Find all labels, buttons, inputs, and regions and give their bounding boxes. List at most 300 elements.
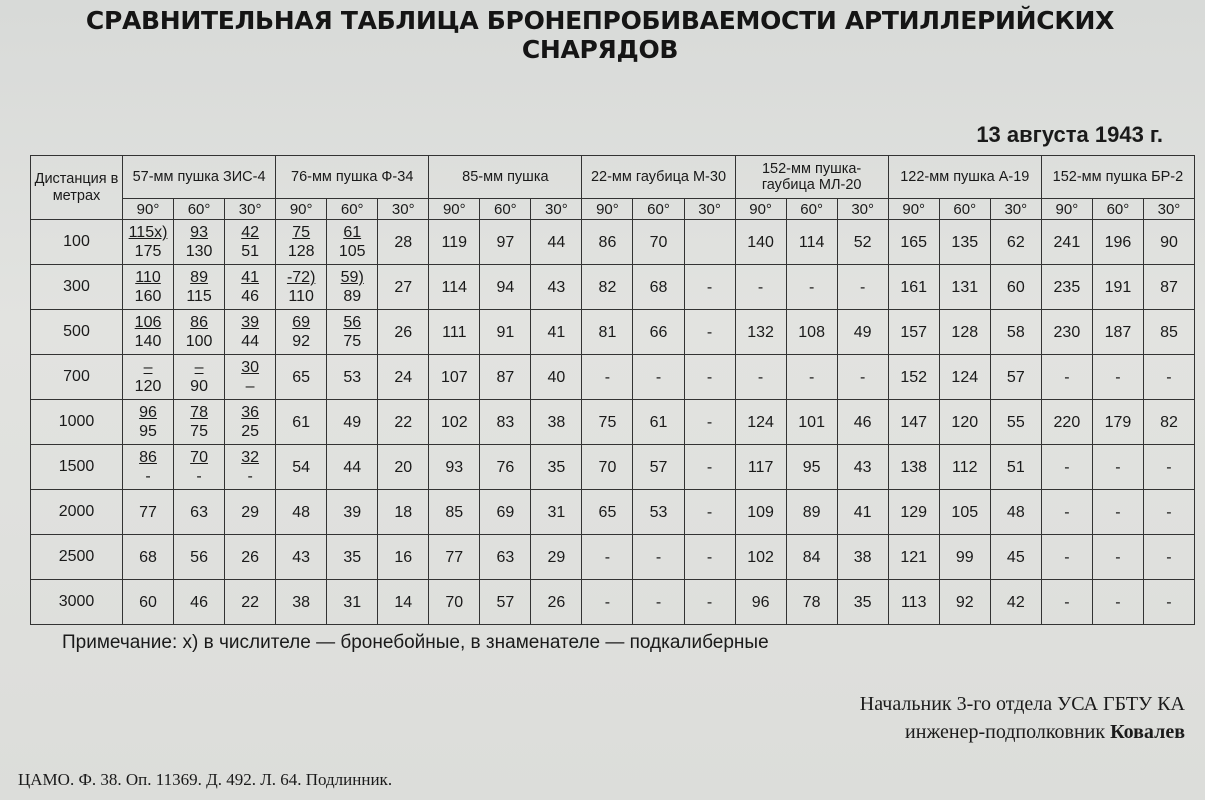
value-cell bbox=[327, 355, 378, 400]
cell-value: - bbox=[808, 368, 815, 386]
value-cell bbox=[582, 355, 633, 400]
value-cell bbox=[990, 265, 1041, 310]
value-cell bbox=[531, 490, 582, 535]
value-cell bbox=[378, 535, 429, 580]
value-cell bbox=[786, 490, 837, 535]
value-cell bbox=[837, 580, 888, 625]
cell-value: 241 bbox=[1053, 233, 1081, 251]
numerator-value: 78 bbox=[190, 404, 208, 421]
cell-value: 128 bbox=[951, 323, 979, 341]
value-cell bbox=[837, 445, 888, 490]
gun-header: 122-мм пушка А-19 bbox=[888, 156, 1041, 199]
value-cell bbox=[684, 490, 735, 535]
value-cell bbox=[888, 445, 939, 490]
angle-header: 30° bbox=[225, 199, 276, 220]
cell-value: 49 bbox=[853, 323, 872, 341]
cell-value: 165 bbox=[900, 233, 928, 251]
cell-value: 46 bbox=[853, 413, 872, 431]
cell-value: 119 bbox=[441, 233, 468, 251]
numerator-value: 106 bbox=[134, 314, 162, 331]
numerator-value: 110 bbox=[135, 269, 161, 286]
cell-value: - bbox=[1064, 368, 1070, 386]
cell-value: 235 bbox=[1053, 278, 1081, 296]
cell-value: 85 bbox=[445, 503, 464, 521]
cell-value: 82 bbox=[598, 278, 617, 296]
cell-value: - bbox=[706, 278, 713, 296]
cell-value: 31 bbox=[343, 593, 362, 611]
cell-value: - bbox=[706, 593, 713, 611]
value-cell bbox=[684, 400, 735, 445]
value-cell bbox=[684, 535, 735, 580]
value-cell bbox=[990, 220, 1041, 265]
cell-value: 152 bbox=[900, 368, 928, 386]
angle-header: 30° bbox=[531, 199, 582, 220]
value-cell bbox=[990, 535, 1041, 580]
cell-value: 68 bbox=[649, 278, 668, 296]
table-row bbox=[31, 400, 1195, 445]
cell-value: 45 bbox=[1006, 548, 1025, 566]
angle-header: 90° bbox=[888, 199, 939, 220]
value-cell bbox=[327, 490, 378, 535]
cell-value: - bbox=[1166, 368, 1172, 386]
value-cell bbox=[225, 535, 276, 580]
angle-header: 90° bbox=[123, 199, 174, 220]
cell-value: - bbox=[757, 278, 764, 296]
value-cell bbox=[531, 535, 582, 580]
value-cell bbox=[837, 220, 888, 265]
value-cell bbox=[939, 355, 990, 400]
value-cell bbox=[531, 265, 582, 310]
cell-value: 48 bbox=[292, 503, 311, 521]
distance-cell: 1000 bbox=[31, 400, 123, 445]
angle-header: 90° bbox=[582, 199, 633, 220]
cell-value: - bbox=[706, 413, 713, 431]
value-cell bbox=[123, 265, 174, 310]
denominator-value: 90 bbox=[190, 378, 208, 395]
value-cell bbox=[429, 535, 480, 580]
cell-value: 84 bbox=[802, 548, 821, 566]
numerator-value: 32 bbox=[241, 449, 260, 466]
value-cell bbox=[786, 355, 837, 400]
value-cell bbox=[327, 265, 378, 310]
value-cell bbox=[735, 535, 786, 580]
table-row bbox=[31, 355, 1195, 400]
value-cell bbox=[582, 580, 633, 625]
value-cell bbox=[276, 445, 327, 490]
value-cell bbox=[531, 580, 582, 625]
value-cell bbox=[735, 265, 786, 310]
value-cell bbox=[123, 445, 174, 490]
denominator-value: 140 bbox=[134, 333, 162, 350]
value-cell bbox=[888, 310, 939, 355]
value-cell bbox=[633, 265, 684, 310]
distance-header: Дистанция в метрах bbox=[31, 156, 123, 220]
cell-value: 78 bbox=[802, 593, 821, 611]
denominator-value: 128 bbox=[287, 243, 315, 260]
signature-rank: инженер-подполковник bbox=[905, 721, 1106, 743]
value-cell bbox=[123, 580, 174, 625]
angle-header: 90° bbox=[735, 199, 786, 220]
numerator-value: 56 bbox=[343, 314, 362, 331]
cell-value: 124 bbox=[951, 368, 979, 386]
cell-value: 87 bbox=[1160, 278, 1178, 296]
cell-value: 60 bbox=[1006, 278, 1025, 296]
cell-value: - bbox=[706, 458, 713, 476]
angle-header: 60° bbox=[480, 199, 531, 220]
cell-value: 91 bbox=[496, 323, 515, 341]
cell-value: 35 bbox=[547, 458, 566, 476]
value-cell bbox=[429, 265, 480, 310]
value-cell bbox=[1143, 310, 1194, 355]
value-cell bbox=[174, 310, 225, 355]
angle-header: 60° bbox=[327, 199, 378, 220]
cell-value: 70 bbox=[649, 233, 668, 251]
cell-value: 35 bbox=[343, 548, 362, 566]
numerator-value: 93 bbox=[190, 224, 208, 241]
value-cell bbox=[837, 265, 888, 310]
value-cell bbox=[327, 310, 378, 355]
value-cell bbox=[174, 355, 225, 400]
cell-value: 29 bbox=[547, 548, 566, 566]
cell-value: - bbox=[1115, 593, 1121, 611]
cell-value: 161 bbox=[900, 278, 928, 296]
value-cell bbox=[1041, 220, 1092, 265]
cell-value: 117 bbox=[747, 458, 774, 476]
denominator-value: 160 bbox=[134, 288, 162, 305]
numerator-value: 36 bbox=[241, 404, 260, 421]
denominator-value: 175 bbox=[134, 243, 162, 260]
value-cell bbox=[1092, 580, 1143, 625]
angle-header: 60° bbox=[939, 199, 990, 220]
value-cell bbox=[1092, 265, 1143, 310]
cell-value: 38 bbox=[292, 593, 311, 611]
value-cell bbox=[786, 400, 837, 445]
value-cell bbox=[480, 355, 531, 400]
value-cell bbox=[837, 355, 888, 400]
cell-value: 112 bbox=[952, 458, 978, 476]
denominator-value: - bbox=[196, 468, 202, 485]
value-cell bbox=[378, 310, 429, 355]
value-cell bbox=[225, 400, 276, 445]
cell-value: 43 bbox=[853, 458, 872, 476]
cell-value: 102 bbox=[747, 548, 774, 566]
value-cell bbox=[531, 355, 582, 400]
value-cell bbox=[888, 535, 939, 580]
angle-header: 60° bbox=[786, 199, 837, 220]
value-cell bbox=[174, 265, 225, 310]
value-cell bbox=[735, 580, 786, 625]
denominator-value: 46 bbox=[241, 288, 260, 305]
value-cell bbox=[531, 310, 582, 355]
numerator-value: 30 bbox=[241, 359, 260, 376]
value-cell bbox=[378, 265, 429, 310]
value-cell bbox=[633, 580, 684, 625]
cell-value: 87 bbox=[496, 368, 515, 386]
denominator-value: 100 bbox=[185, 333, 213, 350]
value-cell bbox=[786, 265, 837, 310]
value-cell bbox=[531, 220, 582, 265]
cell-value: 44 bbox=[343, 458, 362, 476]
gun-header: 57-мм пушка ЗИС-4 bbox=[123, 156, 276, 199]
cell-value: 63 bbox=[496, 548, 515, 566]
value-cell bbox=[939, 310, 990, 355]
cell-value: - bbox=[1064, 503, 1070, 521]
cell-value: 22 bbox=[241, 593, 260, 611]
numerator-value: – bbox=[143, 359, 153, 376]
value-cell bbox=[582, 400, 633, 445]
cell-value: 114 bbox=[798, 233, 825, 251]
value-cell bbox=[276, 310, 327, 355]
penetration-table bbox=[30, 155, 1195, 625]
cell-value: - bbox=[655, 368, 662, 386]
cell-value: 42 bbox=[1006, 593, 1025, 611]
denominator-value: 130 bbox=[185, 243, 213, 260]
value-cell bbox=[225, 580, 276, 625]
value-cell bbox=[1143, 220, 1194, 265]
cell-value: - bbox=[1115, 458, 1121, 476]
cell-value: 191 bbox=[1104, 278, 1132, 296]
cell-value: - bbox=[706, 368, 713, 386]
cell-value: - bbox=[604, 548, 611, 566]
cell-value: - bbox=[860, 368, 866, 386]
cell-value: - bbox=[808, 278, 815, 296]
angle-header: 90° bbox=[429, 199, 480, 220]
cell-value: 157 bbox=[900, 323, 928, 341]
value-cell bbox=[837, 310, 888, 355]
table-row bbox=[31, 265, 1195, 310]
cell-value: - bbox=[655, 593, 662, 611]
cell-value: 57 bbox=[649, 458, 668, 476]
value-cell bbox=[735, 490, 786, 535]
cell-value: 76 bbox=[496, 458, 515, 476]
cell-value: 135 bbox=[951, 233, 979, 251]
cell-value: 41 bbox=[547, 323, 566, 341]
distance-cell: 3000 bbox=[31, 580, 123, 625]
value-cell bbox=[276, 355, 327, 400]
cell-value: 96 bbox=[751, 593, 770, 611]
value-cell bbox=[225, 265, 276, 310]
value-cell bbox=[174, 400, 225, 445]
denominator-value: - bbox=[145, 468, 151, 485]
value-cell bbox=[429, 580, 480, 625]
cell-value: 69 bbox=[496, 503, 515, 521]
value-cell bbox=[939, 580, 990, 625]
numerator-value: 69 bbox=[292, 314, 311, 331]
value-cell bbox=[1041, 535, 1092, 580]
archive-source: ЦАМО. Ф. 38. Оп. 11369. Д. 492. Л. 64. Подлинник. bbox=[18, 770, 393, 789]
angle-header: 90° bbox=[276, 199, 327, 220]
value-cell bbox=[276, 490, 327, 535]
value-cell bbox=[1041, 580, 1092, 625]
cell-value: 93 bbox=[445, 458, 464, 476]
cell-value: 52 bbox=[853, 233, 872, 251]
value-cell bbox=[429, 400, 480, 445]
value-cell bbox=[633, 535, 684, 580]
denominator-value: 120 bbox=[134, 378, 162, 395]
cell-value: 70 bbox=[598, 458, 617, 476]
denominator-value: – bbox=[245, 378, 255, 395]
value-cell bbox=[480, 535, 531, 580]
cell-value: 58 bbox=[1006, 323, 1025, 341]
cell-value: 63 bbox=[190, 503, 208, 521]
cell-value: 55 bbox=[1006, 413, 1025, 431]
cell-value: 113 bbox=[900, 593, 927, 611]
value-cell bbox=[888, 400, 939, 445]
cell-value: 77 bbox=[445, 548, 464, 566]
value-cell bbox=[1092, 355, 1143, 400]
denominator-value: 110 bbox=[288, 288, 314, 305]
cell-value: 48 bbox=[1006, 503, 1025, 521]
cell-value: 44 bbox=[547, 233, 566, 251]
value-cell bbox=[480, 265, 531, 310]
cell-value: - bbox=[1115, 548, 1121, 566]
value-cell bbox=[276, 265, 327, 310]
value-cell bbox=[225, 355, 276, 400]
gun-header: 22-мм гаубица М-30 bbox=[582, 156, 735, 199]
value-cell bbox=[123, 535, 174, 580]
cell-value: 179 bbox=[1104, 413, 1132, 431]
value-cell bbox=[582, 265, 633, 310]
angle-header: 30° bbox=[990, 199, 1041, 220]
value-cell bbox=[1092, 310, 1143, 355]
cell-value: 60 bbox=[139, 593, 157, 611]
value-cell bbox=[633, 490, 684, 535]
value-cell bbox=[786, 445, 837, 490]
cell-value: 120 bbox=[951, 413, 979, 431]
value-cell bbox=[837, 400, 888, 445]
angle-header: 30° bbox=[837, 199, 888, 220]
value-cell bbox=[633, 355, 684, 400]
value-cell bbox=[939, 445, 990, 490]
value-cell bbox=[1143, 355, 1194, 400]
value-cell bbox=[225, 445, 276, 490]
value-cell bbox=[123, 355, 174, 400]
cell-value: 89 bbox=[802, 503, 821, 521]
cell-value: 57 bbox=[496, 593, 515, 611]
cell-value: 68 bbox=[139, 548, 157, 566]
value-cell bbox=[1092, 490, 1143, 535]
value-cell bbox=[888, 580, 939, 625]
cell-value: 39 bbox=[343, 503, 362, 521]
denominator-value: 92 bbox=[292, 333, 311, 350]
cell-value: - bbox=[1166, 593, 1172, 611]
footnote: Примечание: x) в числителе — бронебойные, в знаменателе — подкалиберные bbox=[62, 632, 769, 653]
value-cell bbox=[1041, 490, 1092, 535]
cell-value: - bbox=[1115, 368, 1121, 386]
value-cell bbox=[888, 490, 939, 535]
cell-value: 97 bbox=[496, 233, 515, 251]
cell-value: 129 bbox=[900, 503, 928, 521]
value-cell bbox=[123, 490, 174, 535]
value-cell bbox=[531, 400, 582, 445]
value-cell bbox=[633, 445, 684, 490]
distance-cell: 1500 bbox=[31, 445, 123, 490]
value-cell bbox=[939, 220, 990, 265]
value-cell bbox=[225, 490, 276, 535]
value-cell bbox=[582, 535, 633, 580]
denominator-value: 51 bbox=[241, 243, 260, 260]
value-cell bbox=[684, 580, 735, 625]
value-cell bbox=[1041, 445, 1092, 490]
table-body bbox=[31, 220, 1195, 625]
cell-value: 26 bbox=[394, 323, 413, 341]
angle-header: 60° bbox=[174, 199, 225, 220]
denominator-value: 25 bbox=[241, 423, 260, 440]
signature-title: Начальник 3-го отдела УСА ГБТУ КА bbox=[859, 693, 1185, 715]
value-cell bbox=[429, 355, 480, 400]
cell-value: 101 bbox=[798, 413, 825, 431]
value-cell bbox=[225, 310, 276, 355]
value-cell bbox=[582, 490, 633, 535]
value-cell bbox=[990, 355, 1041, 400]
value-cell bbox=[684, 445, 735, 490]
cell-value: 28 bbox=[394, 233, 413, 251]
cell-value: 54 bbox=[292, 458, 311, 476]
cell-value: - bbox=[1166, 548, 1172, 566]
value-cell bbox=[480, 580, 531, 625]
value-cell bbox=[276, 400, 327, 445]
denominator-value: 95 bbox=[139, 423, 157, 440]
cell-value: 18 bbox=[394, 503, 413, 521]
value-cell bbox=[735, 310, 786, 355]
value-cell bbox=[1143, 580, 1194, 625]
value-cell bbox=[939, 265, 990, 310]
value-cell bbox=[276, 535, 327, 580]
value-cell bbox=[888, 220, 939, 265]
value-cell bbox=[633, 310, 684, 355]
cell-value: 90 bbox=[1160, 233, 1178, 251]
distance-cell: 2000 bbox=[31, 490, 123, 535]
numerator-value: 42 bbox=[241, 224, 260, 241]
value-cell bbox=[123, 400, 174, 445]
denominator-value: 75 bbox=[343, 333, 362, 350]
cell-value: 132 bbox=[747, 323, 774, 341]
cell-value: 107 bbox=[440, 368, 468, 386]
value-cell bbox=[1143, 265, 1194, 310]
value-cell bbox=[990, 490, 1041, 535]
gun-header-row bbox=[31, 156, 1195, 199]
value-cell bbox=[837, 535, 888, 580]
value-cell bbox=[684, 310, 735, 355]
distance-cell: 2500 bbox=[31, 535, 123, 580]
value-cell bbox=[990, 400, 1041, 445]
cell-value: 230 bbox=[1053, 323, 1081, 341]
cell-value: 29 bbox=[241, 503, 260, 521]
value-cell bbox=[429, 310, 480, 355]
cell-value: - bbox=[604, 368, 611, 386]
value-cell bbox=[1041, 310, 1092, 355]
denominator-value: 89 bbox=[343, 288, 362, 305]
value-cell bbox=[378, 580, 429, 625]
cell-value: 38 bbox=[853, 548, 872, 566]
cell-value: 53 bbox=[343, 368, 362, 386]
table-row bbox=[31, 220, 1195, 265]
value-cell bbox=[480, 310, 531, 355]
cell-value: 38 bbox=[547, 413, 566, 431]
value-cell bbox=[990, 580, 1041, 625]
distance-cell: 100 bbox=[31, 220, 123, 265]
cell-value: 61 bbox=[292, 413, 311, 431]
cell-value: 31 bbox=[547, 503, 566, 521]
cell-value: - bbox=[604, 593, 611, 611]
cell-value: 147 bbox=[900, 413, 928, 431]
cell-value: 20 bbox=[394, 458, 413, 476]
value-cell bbox=[1041, 400, 1092, 445]
numerator-value: 75 bbox=[292, 224, 311, 241]
value-cell bbox=[1092, 220, 1143, 265]
value-cell bbox=[582, 310, 633, 355]
angle-header: 30° bbox=[1143, 199, 1194, 220]
